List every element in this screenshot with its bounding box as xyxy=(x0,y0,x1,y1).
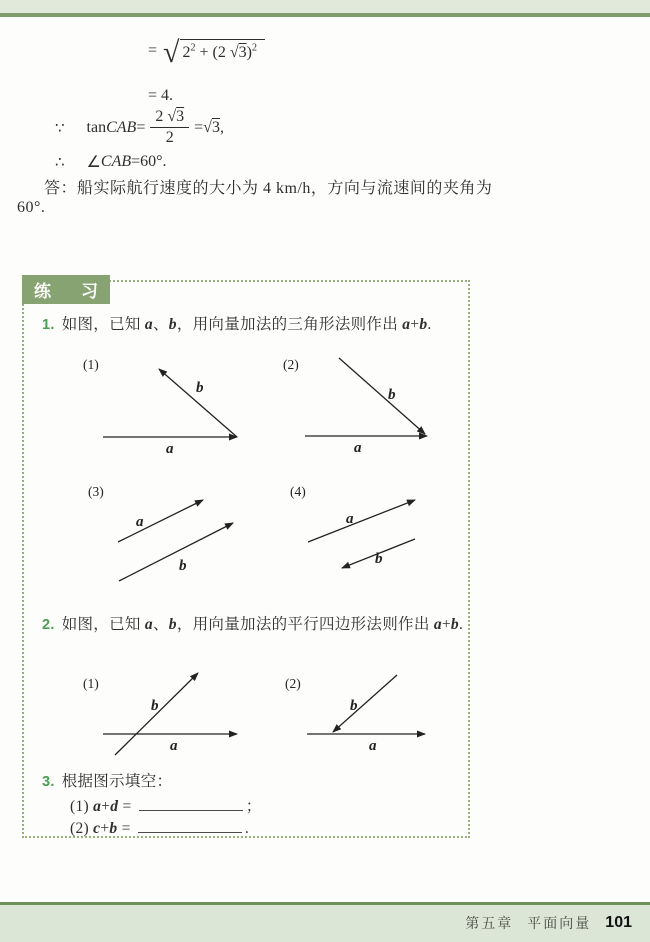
vector-b-symbol: b xyxy=(450,616,459,633)
vector-a-label: a xyxy=(166,441,174,457)
item-label: (2) xyxy=(70,820,94,837)
figure-1-label: (1) xyxy=(83,357,99,372)
numerator-radicand: 3 xyxy=(176,108,185,125)
equals-sign: = xyxy=(118,798,136,815)
vector-b-symbol: b xyxy=(168,316,177,333)
vector-a-symbol: a xyxy=(402,316,411,333)
because-symbol: ∵ xyxy=(55,118,65,137)
because-line xyxy=(55,108,224,147)
figure-3-label: (3) xyxy=(88,484,104,499)
practice-section xyxy=(22,280,470,838)
plus-sign: + xyxy=(101,798,111,815)
text-segment: . xyxy=(427,316,432,333)
equals-sign: = xyxy=(194,118,204,136)
vector-a-label: a xyxy=(136,514,144,530)
equation-sqrt-line xyxy=(148,36,265,69)
vector-b-line xyxy=(115,673,198,755)
vector-b-label: b xyxy=(350,698,358,714)
angle-name: CAB xyxy=(100,152,132,170)
vector-b-line xyxy=(333,675,397,732)
angle-symbol: ∠ xyxy=(86,152,101,171)
problem-1-number: 1. xyxy=(42,317,55,333)
fraction: $\frac{2 √3}{2}$ xyxy=(150,108,189,147)
equals-sign: = xyxy=(148,42,158,59)
text-segment: . xyxy=(458,616,464,633)
vector-b-label: b xyxy=(388,387,396,403)
text-segment: ，用向量加法的平行四边形法则作出 xyxy=(176,616,434,633)
vector-b-symbol: b xyxy=(419,316,428,333)
text-segment: 如图，已知 xyxy=(61,316,145,333)
vector-a-line xyxy=(308,500,415,542)
item-label: (1) xyxy=(70,798,94,815)
problem-3-number: 3. xyxy=(42,774,55,790)
vector-b-label: b xyxy=(179,558,187,574)
vector-b-label: b xyxy=(375,551,383,567)
top-decor-band xyxy=(0,0,650,13)
text-segment: 、 xyxy=(152,616,169,633)
plus-sign: + xyxy=(441,616,451,633)
equation-result-line: = 4. xyxy=(148,87,174,104)
footer-page-number: 101 xyxy=(605,914,632,931)
vector-b-label: b xyxy=(151,698,159,714)
radical-sign: √ xyxy=(163,36,180,69)
vector-b-line xyxy=(119,523,233,581)
vector-a-label: a xyxy=(369,738,377,754)
top-green-rule xyxy=(0,13,650,17)
answer-line-2: 60°. xyxy=(17,199,46,216)
comma: , xyxy=(219,118,224,136)
vector-a-symbol: a xyxy=(93,798,102,815)
plus-sign: + xyxy=(100,820,110,837)
footer-chapter: 第五章 xyxy=(465,917,514,932)
exponent: 2 xyxy=(190,42,196,54)
text-segment: 如图，已知 xyxy=(61,616,145,633)
sqrt-three: √3 xyxy=(203,118,220,136)
vector-b-line xyxy=(339,358,425,434)
coefficient: 2 xyxy=(217,44,230,61)
vector-a-label: a xyxy=(346,511,354,527)
therefore-line xyxy=(55,152,167,171)
answer-line-1: 答：船实际航行速度的大小为 4 km/h，方向与流速间的夹角为 xyxy=(44,180,493,197)
figure-2-2-label: (2) xyxy=(285,676,301,691)
figure-2-1-label: (1) xyxy=(83,676,99,691)
exponent: 2 xyxy=(251,42,257,54)
vector-a-symbol: a xyxy=(433,616,442,633)
tan-function: tan xyxy=(86,118,107,136)
angle-value: =60°. xyxy=(131,152,167,170)
text-segment: 根据图示填空： xyxy=(61,773,173,790)
text-segment: ，用向量加法的三角形法则作出 xyxy=(176,316,403,333)
text-segment: 、 xyxy=(152,316,169,333)
punctuation: . xyxy=(244,820,250,837)
paren: ) xyxy=(246,44,252,61)
equals-sign: = xyxy=(117,820,135,837)
vector-b-symbol: b xyxy=(168,616,177,633)
term: 2 xyxy=(182,44,191,61)
footer xyxy=(465,913,632,933)
vector-a-line xyxy=(118,500,203,542)
practice-header-char: 练 xyxy=(34,282,51,301)
big-radical: √ $2^2 + (2$ √3)$^2$ xyxy=(163,36,265,66)
vector-a-label: a xyxy=(170,738,178,754)
vector-b-symbol: b xyxy=(109,820,118,837)
practice-header-char: 习 xyxy=(81,282,98,301)
inner-radicand: 3 xyxy=(238,44,247,61)
equals-sign: = xyxy=(136,118,146,136)
punctuation: ； xyxy=(245,798,262,815)
plus-sign: + xyxy=(410,316,420,333)
problem-2-number: 2. xyxy=(42,617,55,633)
vector-b-label: b xyxy=(196,380,204,396)
vector-a-label: a xyxy=(354,440,362,456)
vector-figures-canvas xyxy=(22,280,470,838)
vector-d-symbol: d xyxy=(110,798,119,815)
vector-c-symbol: c xyxy=(93,820,101,837)
figure-4-label: (4) xyxy=(290,484,306,499)
vector-a-symbol: a xyxy=(144,316,153,333)
radicand: 3 xyxy=(211,118,220,136)
numerator-coef: 2 xyxy=(155,108,168,125)
angle-name: CAB xyxy=(106,118,137,136)
footer-section: 平面向量 xyxy=(527,917,592,932)
operator: + ( xyxy=(195,44,218,61)
therefore-symbol: ∴ xyxy=(55,152,65,171)
vector-a-symbol: a xyxy=(144,616,153,633)
denominator: 2 xyxy=(165,129,174,146)
figure-2-label: (2) xyxy=(283,357,299,372)
